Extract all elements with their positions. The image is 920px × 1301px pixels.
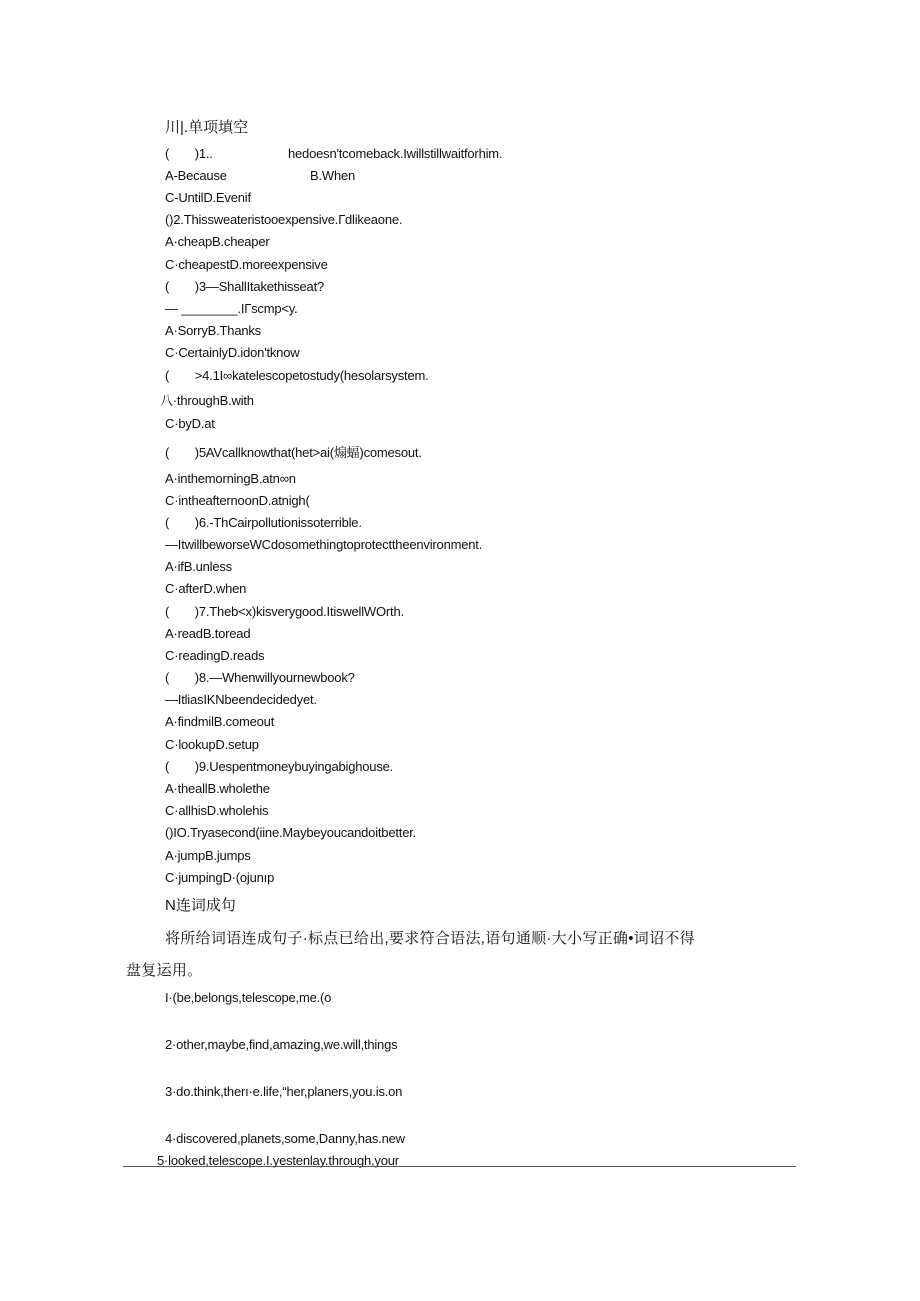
instruction-line-2: 盘复运用。 [126, 962, 203, 979]
options-c-d: C·afterD.when [165, 581, 247, 596]
options-a-b: A·inthemorningB.atn∞n [165, 471, 296, 486]
option-b: B.When [310, 168, 356, 183]
options-a-b: A·SorryB.Thanks [165, 323, 261, 338]
options-a-b: A·theallB.wholethe [165, 781, 270, 796]
options-a-b: A·ifB.unless [165, 559, 232, 574]
options-c-d: C·byD.at [165, 416, 215, 431]
question-reply: —ItwillbeworseWCdosomethingtoprotecttheenvironment. [165, 537, 483, 552]
options-a-b: A·findmilB.comeout [165, 714, 275, 729]
question-stem: ( >4.1I∞katelescopetostudy(hesolarsystem. [165, 368, 429, 383]
question-stem-continued: hedoesn'tcomeback.Iwillstillwaitforhim. [288, 146, 503, 161]
question-stem: ( )5AVcallknowthat(het>ai(煽蝠)comesout. [165, 445, 422, 460]
options-c-d: C·lookupD.setup [165, 737, 259, 752]
footer-rule [123, 1166, 796, 1167]
options-a-b: 八·throughB.with [160, 393, 254, 408]
list-item: 3·do.think,therı·e.life,“her,planers,you.is.on [165, 1084, 403, 1099]
options-c-d: C·readingD.reads [165, 648, 265, 663]
list-item: 5·looked,telescope.I.yestenlay.through,your [157, 1153, 399, 1168]
section-3-heading: 川|.单项填空 [165, 119, 249, 136]
section-4-heading: N连词成句 [165, 897, 236, 914]
options-a-b: A·readB.toread [165, 626, 251, 641]
options-c-d: C·intheafternoonD.atnigh( [165, 493, 310, 508]
question-stem: ( )3—ShallItakethisseat? [165, 279, 325, 294]
options-a-b: A·jumpB.jumps [165, 848, 251, 863]
question-stem: ( )9.Uespentmoneybuyingabighouse. [165, 759, 394, 774]
options-c-d: C·cheapestD.moreexpensive [165, 257, 328, 272]
question-stem: ()2.Thissweateristooexpensive.Гdlikeaone. [165, 212, 403, 227]
question-stem: ( )6.-ThCairpollutionissoterrible. [165, 515, 362, 530]
question-reply: — ________.IГscmp<y. [165, 301, 298, 316]
question-stem: ( )7.Theb<x)kisverygood.ItiswellWOrth. [165, 604, 404, 619]
options-c-d: C·allhisD.wholehis [165, 803, 269, 818]
instruction-line-1: 将所给词语连成句子·标点已给出,要求符合语法,语句通顺·大小写正确•词诏不得 [165, 930, 695, 947]
list-item: 4·discovered,planets,some,Danny,has.new [165, 1131, 405, 1146]
question-stem: ( )1.. [165, 146, 213, 161]
options-c-d: C·jumpingD·(ojunıp [165, 870, 275, 885]
question-stem: ()IO.Tryasecond(iine.Maybeyoucandoitbetter. [165, 825, 417, 840]
list-item: 2·other,maybe,find,amazing,we.will,things [165, 1037, 398, 1052]
question-stem: ( )8.—Whenwillyournewbook? [165, 670, 355, 685]
options-c-d: C-UntilD.Evenif [165, 190, 251, 205]
options-c-d: C·CertainlyD.idon'tknow [165, 345, 300, 360]
options-a-b: A·cheapB.cheaper [165, 234, 270, 249]
option-a: A-Because [165, 168, 227, 183]
question-reply: —ItliasIKNbeendecidedyet. [165, 692, 317, 707]
list-item: I·(be,belongs,telescope,me.(o [165, 990, 332, 1005]
